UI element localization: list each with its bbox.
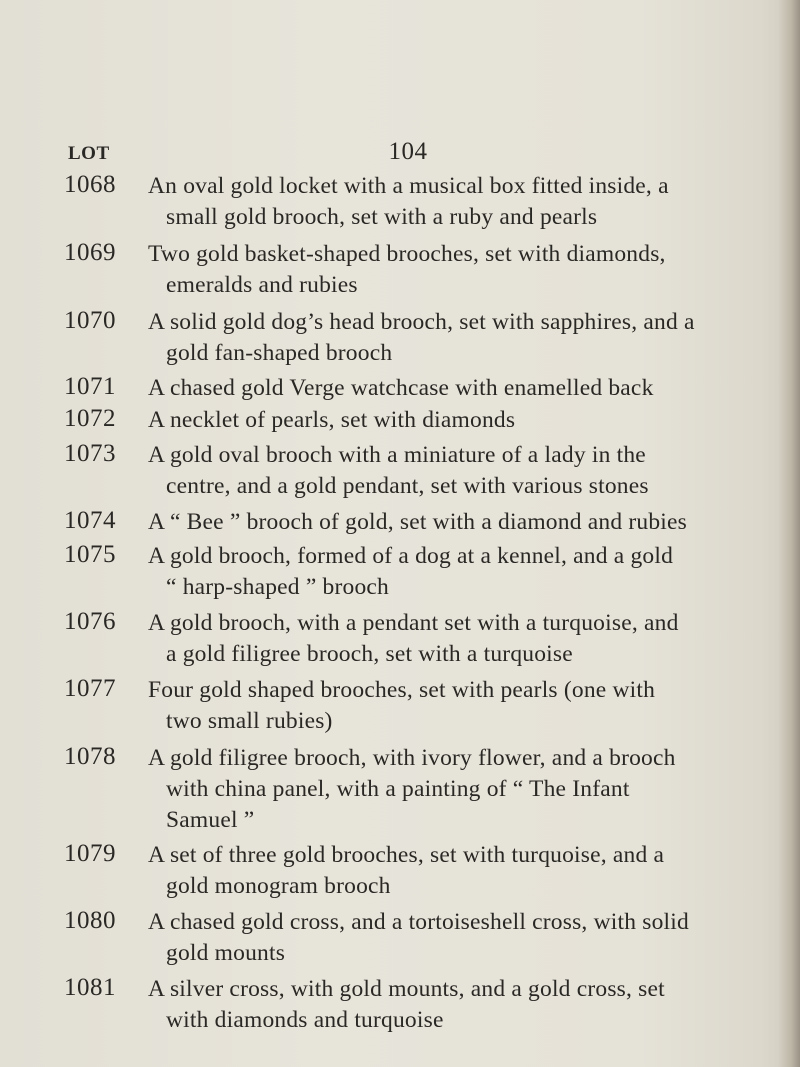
lot-description bbox=[148, 373, 723, 404]
lot-description-line: two small rubies) bbox=[166, 708, 333, 734]
lot-description bbox=[148, 675, 723, 737]
lot-description-line: A gold oval brooch with a miniature of a lady in the bbox=[148, 442, 646, 468]
lot-description bbox=[148, 171, 723, 233]
lot-description-line: a gold filigree brooch, set with a turquoise bbox=[166, 641, 573, 667]
lot-description-line: A gold filigree brooch, with ivory flower, and a brooch bbox=[148, 745, 676, 771]
lot-number: 1077 bbox=[64, 675, 116, 702]
lot-description-line: A gold brooch, formed of a dog at a kennel, and a gold bbox=[148, 543, 674, 569]
lot-number: 1081 bbox=[64, 974, 116, 1001]
lot-description-line: emeralds and rubies bbox=[166, 272, 358, 298]
lot-description bbox=[148, 974, 723, 1036]
lot-number: 1080 bbox=[64, 907, 116, 934]
lot-description-line: A gold brooch, with a pendant set with a turquoise, and bbox=[148, 610, 679, 636]
lot-number: 1070 bbox=[64, 307, 116, 334]
lot-description-line: A chased gold cross, and a tortoiseshell cross, with solid bbox=[148, 909, 689, 935]
lot-description-line: An oval gold locket with a musical box fitted inside, a bbox=[148, 173, 669, 199]
lot-column-heading: LOT bbox=[68, 143, 110, 164]
lot-description-line: small gold brooch, set with a ruby and pearls bbox=[166, 204, 598, 230]
lot-number: 1071 bbox=[64, 373, 116, 400]
lot-number: 1076 bbox=[64, 608, 116, 635]
lot-description-line: Two gold basket-shaped brooches, set with diamonds, bbox=[148, 241, 666, 267]
lot-description-line: gold fan-shaped brooch bbox=[166, 340, 393, 366]
lot-description-line: centre, and a gold pendant, set with various stones bbox=[166, 473, 649, 499]
lot-description bbox=[148, 440, 723, 502]
lot-description-line: gold monogram brooch bbox=[166, 873, 391, 899]
lot-description bbox=[148, 307, 723, 369]
lot-number: 1069 bbox=[64, 239, 116, 266]
lot-description bbox=[148, 743, 723, 836]
lot-description-line: “ harp-shaped ” brooch bbox=[166, 574, 389, 600]
lot-description-line: with china panel, with a painting of “ The Infant bbox=[166, 776, 630, 802]
lot-description bbox=[148, 507, 723, 538]
lot-description bbox=[148, 541, 723, 603]
lot-description-line: with diamonds and turquoise bbox=[166, 1007, 444, 1033]
lot-description bbox=[148, 239, 723, 301]
lot-number: 1072 bbox=[64, 405, 116, 432]
lot-description bbox=[148, 907, 723, 969]
lot-number: 1075 bbox=[64, 541, 116, 568]
lot-number: 1074 bbox=[64, 507, 116, 534]
lot-number: 1073 bbox=[64, 440, 116, 467]
lot-description bbox=[148, 840, 723, 902]
lot-number: 1068 bbox=[64, 171, 116, 198]
lot-number: 1079 bbox=[64, 840, 116, 867]
lot-description-line: A chased gold Verge watchcase with enamelled back bbox=[148, 375, 654, 401]
lot-description-line: A necklet of pearls, set with diamonds bbox=[148, 407, 516, 433]
lot-description bbox=[148, 608, 723, 670]
lot-description bbox=[148, 405, 723, 436]
lot-description-line: A set of three gold brooches, set with turquoise, and a bbox=[148, 842, 665, 868]
lot-description-line: A solid gold dog’s head brooch, set with sapphires, and a bbox=[148, 309, 695, 335]
lot-description-line: gold mounts bbox=[166, 940, 286, 966]
lot-description-line: Four gold shaped brooches, set with pearls (one with bbox=[148, 677, 656, 703]
lot-number: 1078 bbox=[64, 743, 116, 770]
page-number: 104 bbox=[388, 138, 428, 165]
lot-description-line: Samuel ” bbox=[166, 807, 255, 833]
lot-description-line: A “ Bee ” brooch of gold, set with a diamond and rubies bbox=[148, 509, 687, 535]
lot-description-line: A silver cross, with gold mounts, and a gold cross, set bbox=[148, 976, 665, 1002]
page-edge-shadow bbox=[778, 0, 800, 1067]
